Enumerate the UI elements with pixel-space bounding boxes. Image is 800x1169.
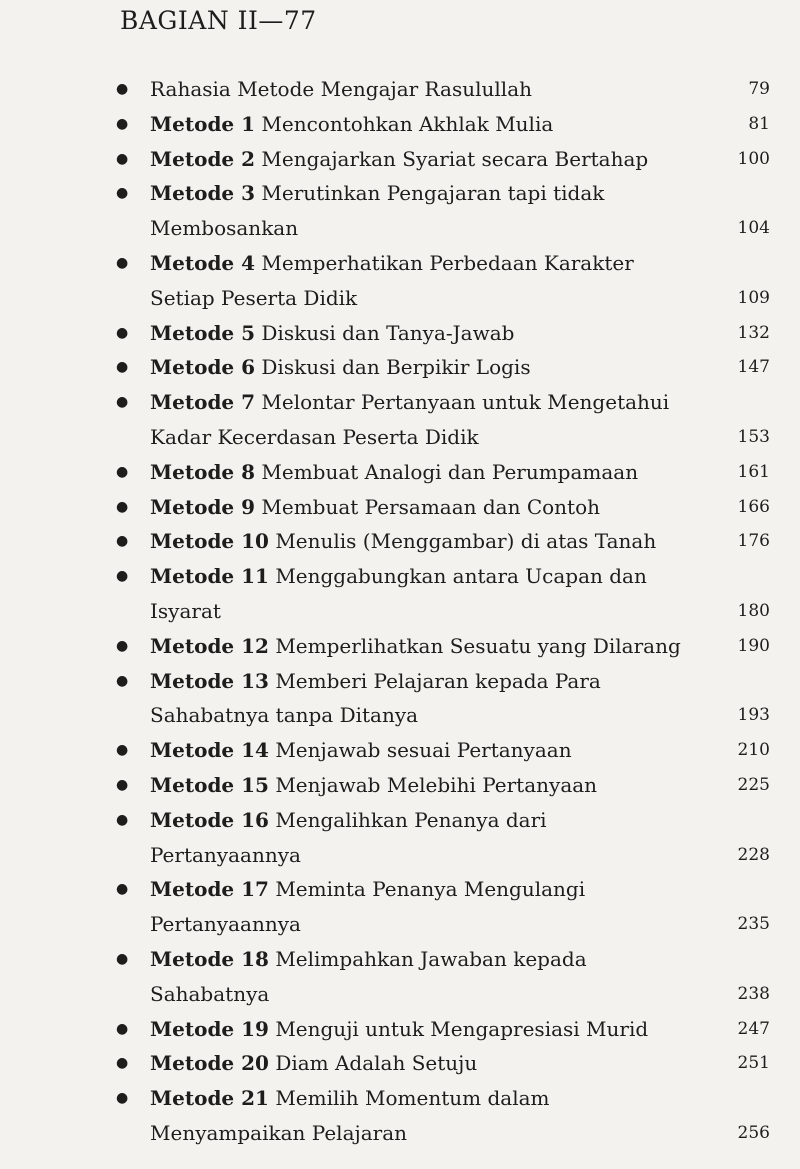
bullet-icon: ● <box>116 359 129 376</box>
bullet-icon: ● <box>116 672 129 689</box>
toc-entry <box>0 316 800 351</box>
entry-title: Meminta Penanya Mengulangi Pertanyaannya <box>150 877 586 937</box>
bullet-icon: ● <box>116 1020 129 1037</box>
entry-title: Rahasia Metode Mengajar Rasulullah <box>150 77 533 101</box>
toc-entry <box>0 942 800 1012</box>
entry-page-number: 225 <box>737 774 770 795</box>
entry-label: Metode 11 <box>150 564 269 589</box>
toc-entry <box>0 72 800 107</box>
entry-page-number: 132 <box>737 322 770 343</box>
entry-title: Menguji untuk Mengapresiasi Murid <box>275 1016 649 1041</box>
bullet-icon: ● <box>116 81 129 97</box>
entry-page-number: 176 <box>737 531 770 552</box>
bullet-icon: ● <box>116 185 129 202</box>
entry-page-number: 109 <box>737 287 770 308</box>
entry-title: Diam Adalah Setuju <box>275 1051 478 1076</box>
entry-label: Metode 13 <box>150 668 269 693</box>
entry-title: Memilih Momentum dalam Menyampaikan Pelajaran <box>150 1086 550 1145</box>
entry-title: Melontar Pertanyaan untuk Mengetahui Kadar Kecerdasan Peserta Didik <box>150 390 670 449</box>
entry-label: Metode 17 <box>150 877 269 902</box>
entry-label: Metode 1 <box>150 111 256 136</box>
entry-label: Metode 9 <box>150 494 256 519</box>
entry-page-number: 79 <box>748 79 770 99</box>
entry-page-number: 193 <box>737 705 770 726</box>
toc-entry <box>0 107 800 142</box>
bullet-icon: ● <box>116 881 129 898</box>
entry-page-number: 247 <box>737 1018 770 1039</box>
entry-label: Metode 18 <box>150 946 269 971</box>
entry-page-number: 81 <box>748 113 770 134</box>
entry-label: Metode 19 <box>150 1016 269 1041</box>
entry-page-number: 147 <box>737 357 770 378</box>
bullet-icon: ● <box>116 950 129 967</box>
bullet-icon: ● <box>116 568 129 585</box>
entry-title: Memberi Pelajaran kepada Para Sahabatnya tanpa Ditanya <box>150 668 601 728</box>
bullet-icon: ● <box>116 1055 129 1072</box>
toc-entry <box>0 524 800 559</box>
toc-entry <box>0 559 800 629</box>
entry-title: Merutinkan Pengajaran tapi tidak Membosankan <box>150 181 605 241</box>
entry-label: Metode 5 <box>150 320 256 345</box>
toc-entry <box>0 142 800 177</box>
bullet-icon: ● <box>116 463 129 480</box>
entry-page-number: 190 <box>737 635 770 656</box>
entry-page-number: 251 <box>737 1053 770 1074</box>
bullet-icon: ● <box>116 533 129 550</box>
entry-label: Metode 6 <box>150 355 256 380</box>
entry-title: Menulis (Menggambar) di atas Tanah <box>275 529 657 554</box>
entry-page-number: 238 <box>737 983 770 1004</box>
entry-label: Metode 14 <box>150 738 269 763</box>
toc-entry <box>0 350 800 385</box>
toc-entry <box>0 385 800 455</box>
toc-entry <box>0 246 800 316</box>
entry-title: Diskusi dan Berpikir Logis <box>261 355 531 380</box>
entry-label: Metode 21 <box>150 1086 269 1111</box>
bullet-icon: ● <box>116 254 129 271</box>
entry-page-number: 235 <box>737 914 770 935</box>
entry-title: Memperlihatkan Sesuatu yang Dilarang <box>275 633 681 658</box>
entry-page-number: 256 <box>737 1122 770 1143</box>
entry-title: Membuat Analogi dan Perumpamaan <box>261 459 639 484</box>
toc-entry <box>0 733 800 768</box>
entry-title: Diskusi dan Tanya-Jawab <box>261 320 515 345</box>
entry-title: Menjawab sesuai Pertanyaan <box>275 738 572 763</box>
toc-entry <box>0 1012 800 1047</box>
entry-title: Menggabungkan antara Ucapan dan Isyarat <box>150 564 647 623</box>
entry-page-number: 153 <box>737 426 770 447</box>
toc-entry <box>0 872 800 942</box>
toc-entry <box>0 490 800 525</box>
entry-page-number: 104 <box>737 218 770 239</box>
bullet-icon: ● <box>116 811 129 828</box>
entry-label: Metode 2 <box>150 146 256 171</box>
bullet-icon: ● <box>116 498 129 515</box>
toc-entry <box>0 176 800 246</box>
entry-title: Membuat Persamaan dan Contoh <box>261 494 601 519</box>
section-title: BAGIAN II—77 <box>120 6 317 35</box>
entry-label: Metode 4 <box>150 250 256 275</box>
entry-label: Metode 20 <box>150 1051 269 1076</box>
bullet-icon: ● <box>116 115 129 132</box>
entry-label: Metode 10 <box>150 529 269 554</box>
entry-page-number: 228 <box>737 844 770 865</box>
toc-entry <box>0 1046 800 1081</box>
entry-label: Metode 7 <box>150 390 256 415</box>
entry-title: Mengajarkan Syariat secara Bertahap <box>261 146 649 171</box>
toc-entry <box>0 455 800 490</box>
bullet-icon: ● <box>116 150 129 167</box>
bullet-icon: ● <box>116 324 129 341</box>
entry-page-number: 100 <box>737 148 770 169</box>
bullet-icon: ● <box>116 637 129 654</box>
entry-page-number: 161 <box>737 461 770 482</box>
entry-title: Melimpahkan Jawaban kepada Sahabatnya <box>150 946 587 1006</box>
table-of-contents <box>0 72 800 1151</box>
entry-page-number: 180 <box>737 600 770 621</box>
bullet-icon: ● <box>116 394 129 411</box>
toc-entry <box>0 768 800 803</box>
entry-label: Metode 8 <box>150 459 256 484</box>
entry-title: Memperhatikan Perbedaan Karakter Setiap Peserta Didik <box>150 250 634 310</box>
toc-entry <box>0 664 800 734</box>
toc-entry <box>0 803 800 873</box>
bullet-icon: ● <box>116 1090 129 1107</box>
entry-title: Menjawab Melebihi Pertanyaan <box>275 772 598 797</box>
toc-entry <box>0 629 800 664</box>
bullet-icon: ● <box>116 742 129 759</box>
entry-label: Metode 16 <box>150 807 269 832</box>
entry-label: Metode 15 <box>150 772 269 797</box>
entry-page-number: 166 <box>737 496 770 517</box>
entry-label: Metode 12 <box>150 633 269 658</box>
toc-entry <box>0 1081 800 1151</box>
entry-title: Mencontohkan Akhlak Mulia <box>261 111 554 136</box>
entry-title: Mengalihkan Penanya dari Pertanyaannya <box>150 807 547 867</box>
entry-label: Metode 3 <box>150 181 256 206</box>
bullet-icon: ● <box>116 776 129 793</box>
entry-page-number: 210 <box>737 740 770 761</box>
